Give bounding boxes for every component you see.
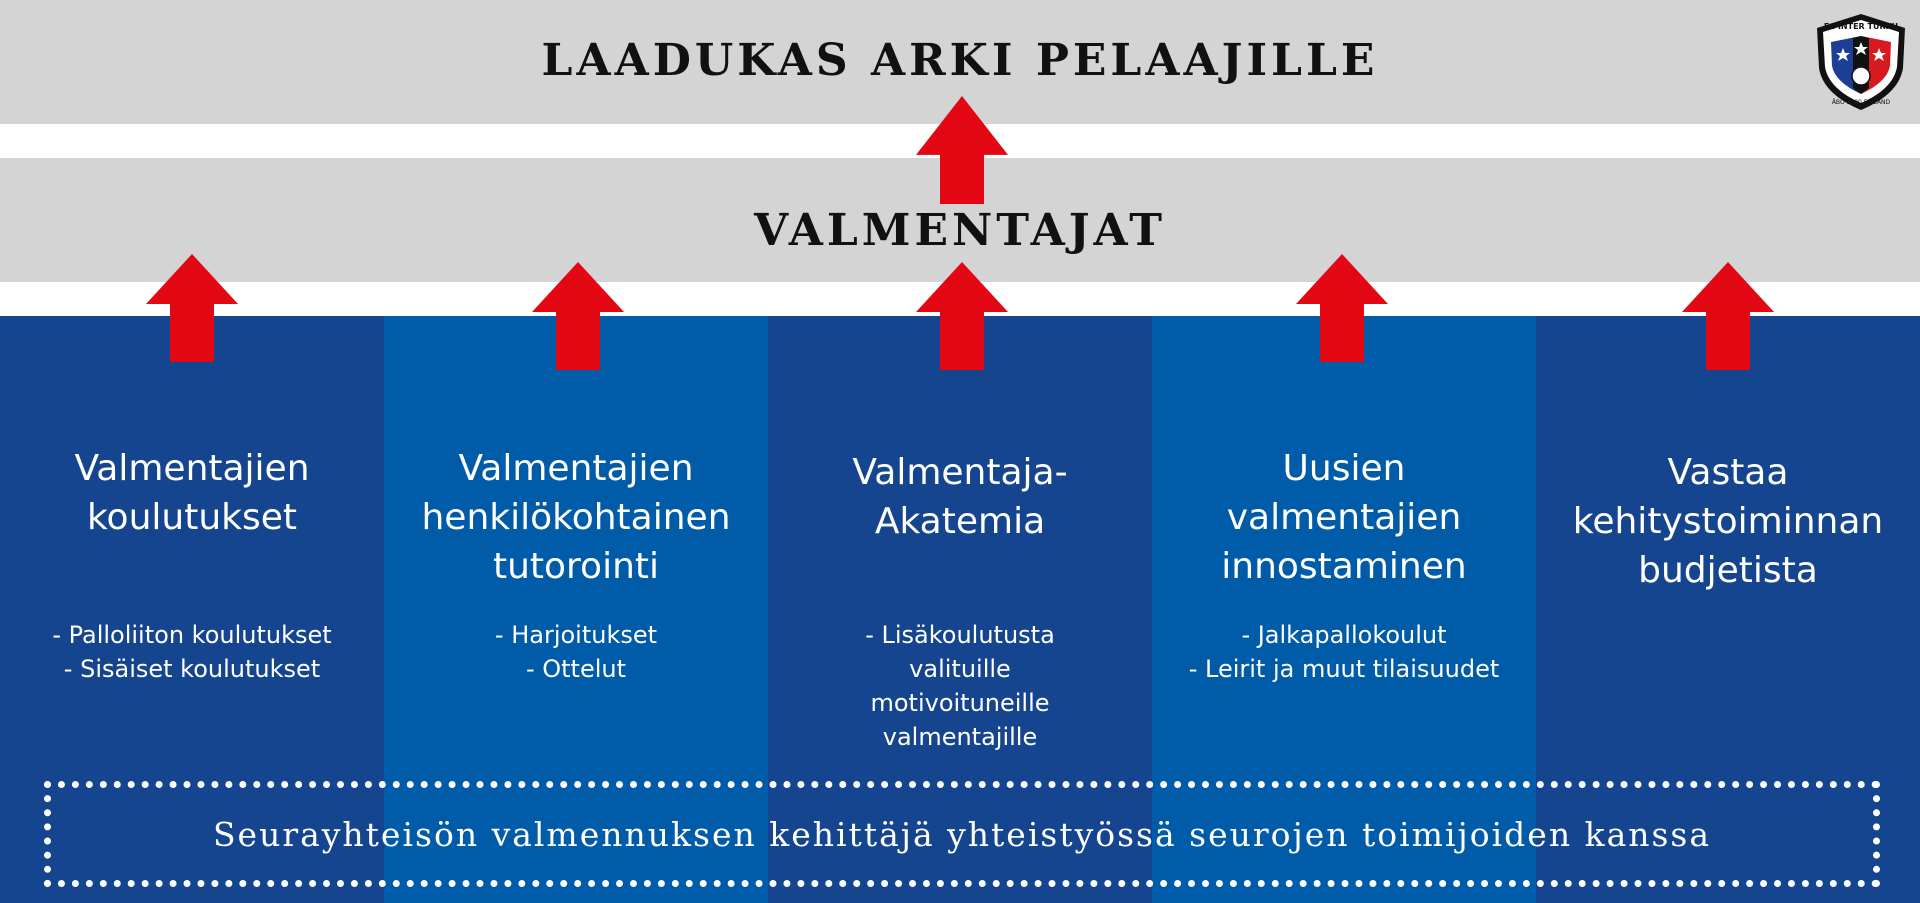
column-items [384,618,768,686]
column-title-line: Vastaa [1667,452,1789,493]
column-title-line: Valmentajien [458,448,694,489]
column-title-line: valmentajien [1226,497,1462,538]
footer-text: Seurayhteisön valmennuksen kehittäjä yhteistyössä seurojen toimijoiden kanssa [212,814,1712,854]
logo-text-bottom: ÅBO 1990 FINLAND [1831,99,1891,106]
column-item: - Jalkapallokoulut [1241,621,1447,649]
column-item: - Palloliiton koulutukset [52,621,332,649]
footer-dotted-box [44,781,1880,887]
column-item: - Ottelut [525,655,627,683]
column-title [384,444,768,591]
red-up-arrow-icon [146,254,238,362]
column-item: - Sisäiset koulutukset [63,655,321,683]
column-title-line: innostaminen [1221,546,1467,587]
column-title-line: Valmentaja- [852,452,1068,493]
logo-text-top: FC INTER TURKU [1823,22,1899,31]
column-title [768,448,1152,546]
column-title-line: tutorointi [492,546,660,587]
column-title [1152,444,1536,591]
column-title-line: kehitystoiminnan [1572,501,1884,542]
red-up-arrow-icon [916,96,1008,204]
column-title-line: Uusien [1282,448,1406,489]
red-up-arrow-icon [532,262,624,370]
column-items [768,618,1152,754]
column-title-line: Akatemia [874,501,1046,542]
fc-inter-turku-crest-icon [1813,12,1909,112]
red-up-arrow-icon [916,262,1008,370]
column-items [1152,618,1536,686]
column-title [0,444,384,542]
column-items [0,618,384,686]
red-up-arrow-icon [1682,262,1774,370]
column-item: - Leirit ja muut tilaisuudet [1188,655,1500,683]
column-item: - Harjoitukset [494,621,658,649]
column-title [1536,448,1920,595]
column-title-line: koulutukset [86,497,298,538]
column-title-line: Valmentajien [74,448,310,489]
top-title: LAADUKAS ARKI PELAAJILLE [541,34,1379,86]
middle-title: VALMENTAJAT [753,204,1167,256]
red-up-arrow-icon [1296,254,1388,362]
column-title-line: henkilökohtainen [421,497,731,538]
column-title-line: budjetista [1638,550,1818,591]
column-item: - Lisäkoulutusta valituille motivoituneille valmentajille [865,621,1055,751]
